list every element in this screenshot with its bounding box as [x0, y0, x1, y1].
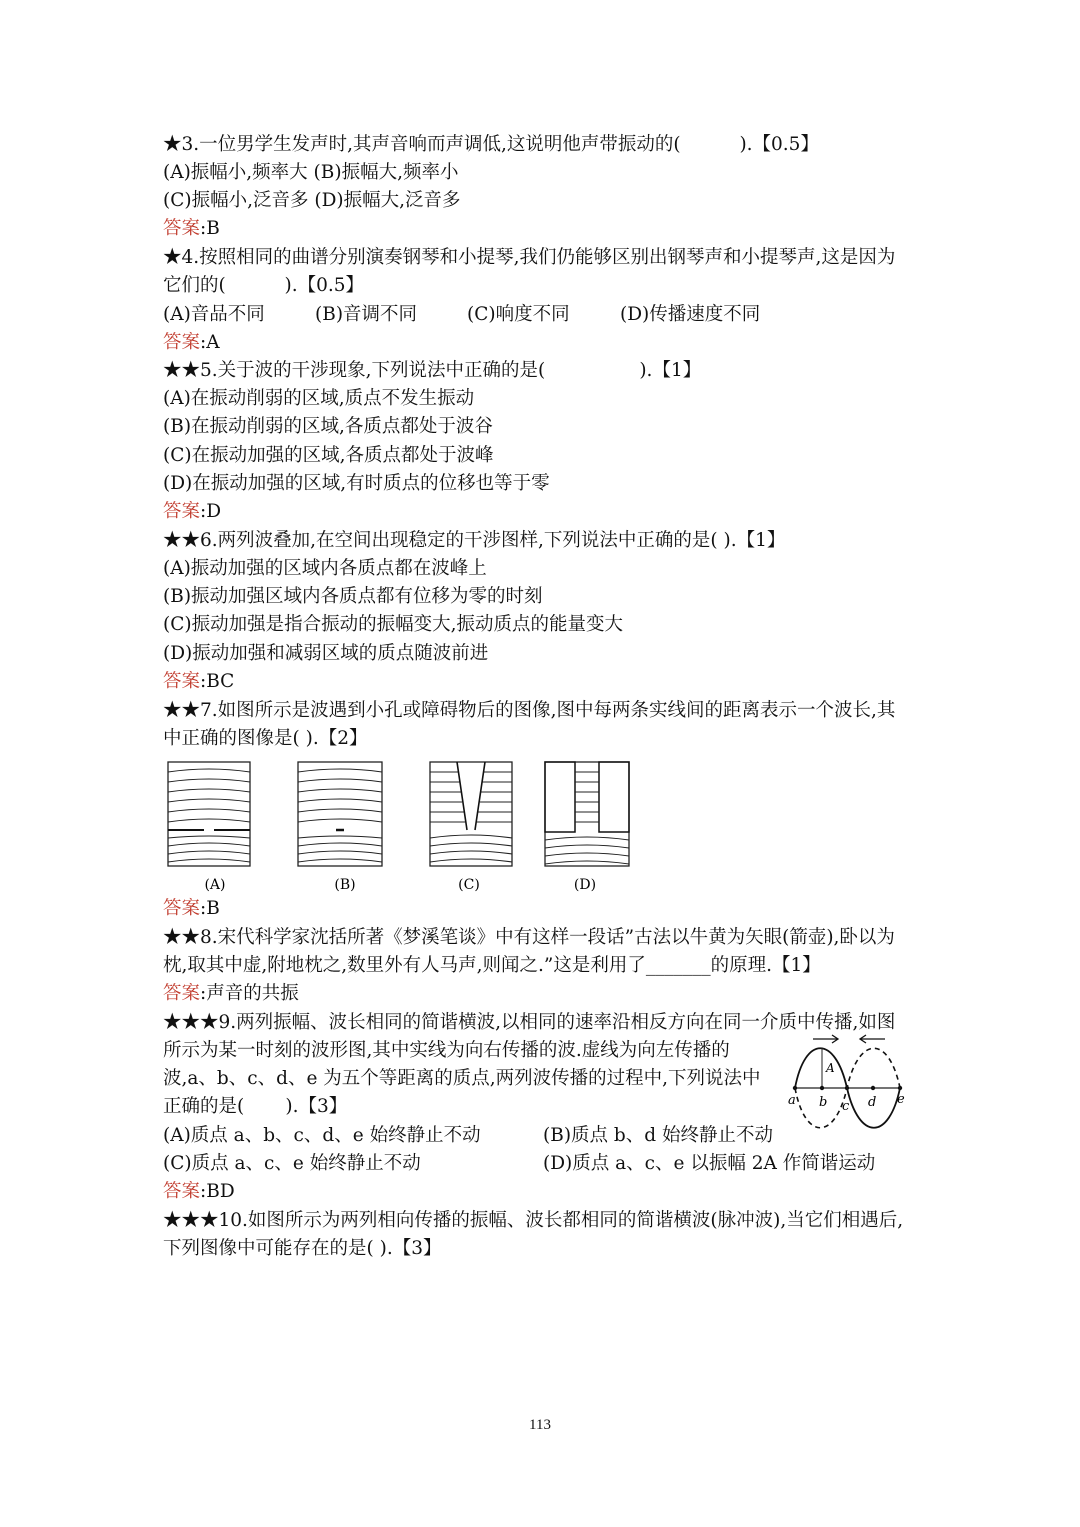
- q9-stem-line3: 波,a、b、c、d、e 为五个等距离的质点,两列波传播的过程中,下列说法中: [163, 1068, 761, 1089]
- q3-answer: [163, 215, 220, 243]
- q9-answer: [163, 1178, 235, 1206]
- q7-label-d: (D): [573, 877, 597, 893]
- answer-label: 答案: [163, 501, 201, 522]
- q6-option-b: (B)振动加强区域内各质点都有位移为零的时刻: [163, 586, 543, 607]
- q7-wave-diagrams: [160, 758, 640, 898]
- answer-value: :BC: [200, 671, 235, 692]
- q5-option-d: (D)在振动加强的区域,有时质点的位移也等于零: [163, 473, 550, 494]
- q8-answer: [163, 980, 299, 1008]
- answer-value: :B: [200, 898, 220, 919]
- answer-value: :BD: [200, 1181, 235, 1202]
- q9-point-b: b: [819, 1095, 828, 1110]
- q6-option-a: (A)振动加强的区域内各质点都在波峰上: [163, 558, 487, 579]
- q4-option-a: (A)音品不同: [163, 304, 265, 325]
- answer-label: 答案: [163, 671, 201, 692]
- q7-label-c: (C): [458, 877, 480, 893]
- q7-panel-c: [430, 762, 512, 866]
- q9-option-a: (A)质点 a、b、c、d、e 始终静止不动: [163, 1125, 481, 1146]
- q9-option-c: (C)质点 a、c、e 始终静止不动: [163, 1153, 421, 1174]
- answer-label: 答案: [163, 218, 201, 239]
- q9-point-e: e: [897, 1092, 905, 1107]
- q5-option-b: (B)在振动削弱的区域,各质点都处于波谷: [163, 416, 493, 437]
- q6-option-c: (C)振动加强是指合振动的振幅变大,振动质点的能量变大: [163, 614, 623, 635]
- page-number: 113: [529, 1417, 551, 1433]
- q4-answer: [163, 329, 220, 357]
- q7-stem-line1: ★★7.如图所示是波遇到小孔或障碍物后的图像,图中每两条实线间的距离表示一个波长,其: [163, 700, 896, 721]
- q7-panel-d: [545, 762, 629, 866]
- q4-option-b: (B)音调不同: [315, 304, 418, 325]
- q8-stem-line2: 枕,取其中虚,附地枕之,数里外有人马声,则闻之.”这是利用了_______的原理.【1】: [163, 955, 821, 976]
- q8-stem-line1: ★★8.宋代科学家沈括所著《梦溪笔谈》中有这样一段话”古法以牛黄为矢眼(箭壶),卧以为: [163, 927, 895, 948]
- q5-answer: [163, 498, 221, 526]
- answer-value: :声音的共振: [200, 983, 299, 1004]
- answer-label: 答案: [163, 983, 201, 1004]
- q5-option-a: (A)在振动削弱的区域,质点不发生振动: [163, 388, 475, 409]
- q7-panel-b: [298, 762, 382, 866]
- answer-label: 答案: [163, 332, 201, 353]
- q9-option-b: (B)质点 b、d 始终静止不动: [543, 1125, 773, 1146]
- q6-stem: ★★6.两列波叠加,在空间出现稳定的干涉图样,下列说法中正确的是( ).【1】: [163, 530, 786, 551]
- q3-stem: ★3.一位男学生发声时,其声音响而声调低,这说明他声带振动的( ).【0.5】: [163, 134, 819, 155]
- q9-stem-line1: ★★★9.两列振幅、波长相同的简谐横波,以相同的速率沿相反方向在同一介质中传播,如图: [163, 1012, 896, 1033]
- q10-stem-line1: ★★★10.如图所示为两列相向传播的振幅、波长都相同的简谐横波(脉冲波),当它们相遇后,: [163, 1210, 904, 1231]
- q4-stem-line1: ★4.按照相同的曲谱分别演奏钢琴和小提琴,我们仍能够区别出钢琴声和小提琴声,这是因为: [163, 247, 896, 268]
- answer-value: :A: [200, 332, 220, 353]
- q3-options-ab: (A)振幅小,频率大 (B)振幅大,频率小: [163, 162, 459, 183]
- q9-point-a: a: [788, 1093, 796, 1108]
- answer-label: 答案: [163, 1181, 201, 1202]
- answer-value: :B: [200, 218, 220, 239]
- q7-label-b: (B): [334, 877, 356, 893]
- q9-point-c: c: [842, 1099, 850, 1114]
- q9-stem-line4: 正确的是( ).【3】: [163, 1096, 348, 1117]
- q10-stem-line2: 下列图像中可能存在的是( ).【3】: [163, 1238, 442, 1259]
- q4-stem-line2: 它们的( ).【0.5】: [163, 275, 365, 296]
- q7-answer: [163, 895, 220, 923]
- q9-point-d: d: [868, 1095, 877, 1110]
- q5-stem: ★★5.关于波的干涉现象,下列说法中正确的是( ).【1】: [163, 360, 702, 381]
- q7-label-a: (A): [204, 877, 226, 893]
- q9-amp-label: A: [826, 1061, 835, 1075]
- q9-wave-figure: [785, 1030, 910, 1140]
- q9-stem-line2: 所示为某一时刻的波形图,其中实线为向右传播的波.虚线为向左传播的: [163, 1040, 730, 1061]
- q6-option-d: (D)振动加强和减弱区域的质点随波前进: [163, 643, 489, 664]
- q9-option-d: (D)质点 a、c、e 以振幅 2A 作简谐运动: [543, 1153, 876, 1174]
- answer-label: 答案: [163, 898, 201, 919]
- answer-value: :D: [200, 501, 222, 522]
- q7-stem-line2: 中正确的图像是( ).【2】: [163, 728, 368, 749]
- q5-option-c: (C)在振动加强的区域,各质点都处于波峰: [163, 445, 494, 466]
- q7-panel-a: [168, 762, 250, 866]
- q4-option-d: (D)传播速度不同: [620, 304, 761, 325]
- q6-answer: [163, 668, 234, 696]
- q3-options-cd: (C)振幅小,泛音多 (D)振幅大,泛音多: [163, 190, 461, 211]
- q4-option-c: (C)响度不同: [467, 304, 570, 325]
